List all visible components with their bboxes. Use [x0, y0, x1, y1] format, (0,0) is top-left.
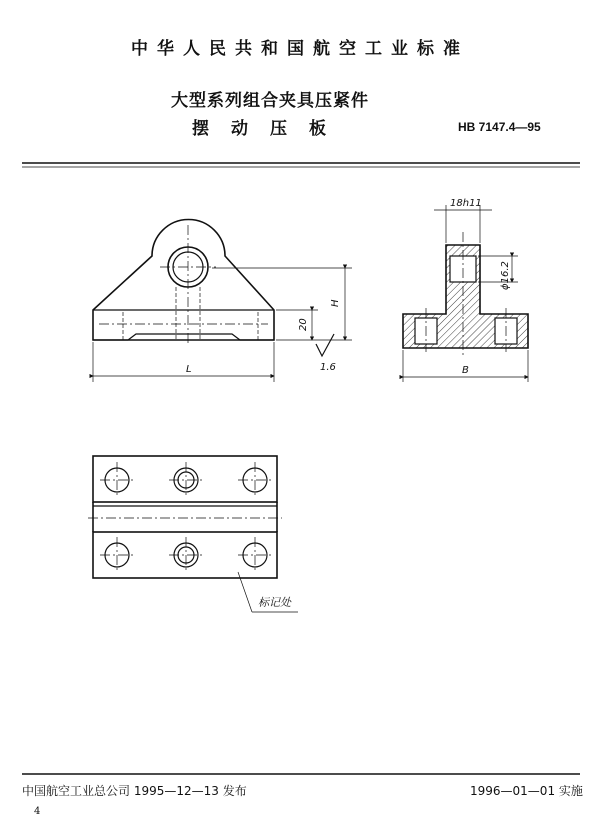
dim-hole-label: ϕ16.2: [500, 261, 511, 290]
dim-20-label: 20: [298, 318, 309, 331]
bottom-view: [88, 456, 298, 612]
dim-h-label: H: [330, 299, 341, 307]
bottom-view-upper-block: [93, 456, 277, 502]
page-number: 4: [34, 806, 41, 817]
mark-label: 标记处: [258, 596, 291, 609]
document-title: 大型系列组合夹具压紧件: [171, 91, 369, 111]
side-view: [403, 198, 528, 382]
roughness-symbol: [316, 334, 334, 356]
roughness-value: 1.6: [320, 362, 336, 373]
footer-publisher: 中国航空工业总公司 1995—12—13 发布: [22, 784, 247, 798]
dim-b-label: B: [462, 365, 469, 376]
dim-slot-label: 18h11: [450, 198, 482, 209]
front-view-outline: [93, 220, 274, 341]
footer-implement-date: 1996—01—01 实施: [470, 784, 583, 798]
org-title: 中华人民共和国航空工业标准: [131, 39, 469, 59]
standard-number: HB 7147.4—95: [458, 120, 541, 134]
front-view: [93, 220, 352, 383]
dim-l-label: L: [186, 364, 192, 375]
front-view-base-relief: [93, 334, 274, 340]
document-subtitle: 摆动压板: [192, 119, 348, 139]
